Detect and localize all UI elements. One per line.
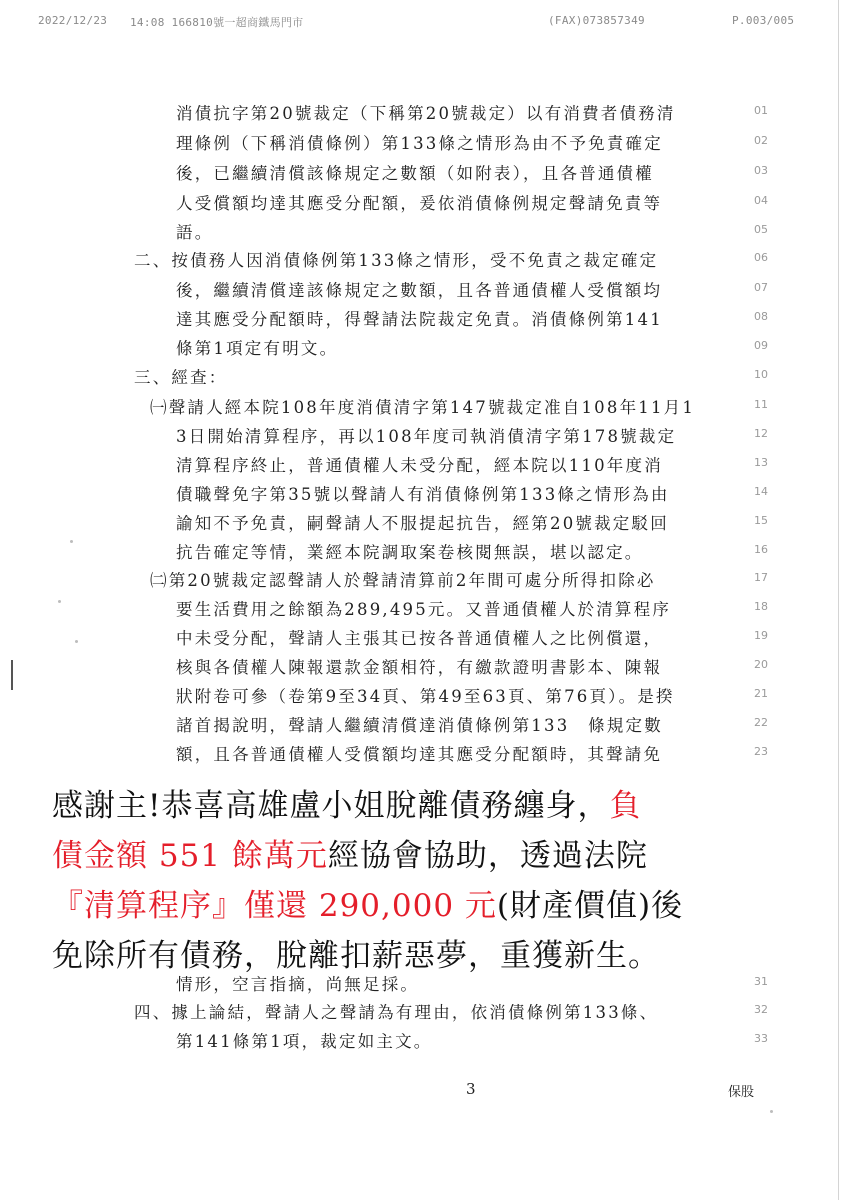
doc-line: 3日開始清算程序，再以108年度司執消債清字第178號裁定 [176,427,677,446]
line-number: 15 [754,514,768,527]
overlay-line-1 [52,780,641,825]
overlay-text: (財產價值)後 [496,888,684,924]
doc-line: 狀附卷可參（卷第9至34頁、第49至63頁、第76頁）。是揆 [176,687,675,706]
line-number: 11 [754,398,768,411]
line-number: 07 [754,281,768,294]
doc-line: ㈠聲請人經本院108年度消債清字第147號裁定准自108年11月1 [150,398,696,417]
overlay-line-3 [52,880,683,925]
doc-line: 情形，空言指摘，尚無足採。 [176,975,420,994]
line-number: 06 [754,251,768,264]
section-stamp: 保股 [728,1085,755,1100]
line-number: 03 [754,164,768,177]
doc-line: 二、按債務人因消債條例第133條之情形，受不免責之裁定確定 [134,251,659,270]
doc-line: 要生活費用之餘額為289,495元。又普通債權人於清算程序 [176,600,672,619]
line-number: 08 [754,310,768,323]
doc-line: 後，繼續清償達該條規定之數額，且各普通債權人受償額均 [176,281,663,300]
line-number: 31 [754,975,768,988]
doc-line: 三、經查： [134,368,228,387]
doc-line: ㈡第20號裁定認聲請人於聲請清算前2年間可處分所得扣除必 [150,571,656,590]
line-number: 05 [754,223,768,236]
doc-line: 條第1項定有明文。 [176,339,339,358]
overlay-highlight-debt: 債金額 551 餘萬元 [52,838,328,874]
scan-speck [70,540,73,543]
doc-line: 四、據上論結，聲請人之聲請為有理由，依消債條例第133條、 [134,1003,659,1022]
doc-line: 第141條第1項，裁定如主文。 [176,1032,433,1051]
doc-line: 語。 [176,223,214,242]
doc-line: 人受償額均達其應受分配額，爰依消債條例規定聲請免責等 [176,194,663,213]
doc-line: 核與各債權人陳報還款金額相符，有繳款證明書影本、陳報 [176,658,663,677]
line-number: 21 [754,687,768,700]
overlay-text: 經協會協助，透過法院 [327,838,648,874]
line-number: 10 [754,368,768,381]
fax-number: (FAX)073857349 [548,14,645,27]
doc-line: 抗告確定等情，業經本院調取案卷核閱無誤，堪以認定。 [176,543,644,562]
line-number: 22 [754,716,768,729]
line-number: 17 [754,571,768,584]
doc-line: 達其應受分配額時，得聲請法院裁定免責。消債條例第141 [176,310,663,329]
line-number: 13 [754,456,768,469]
overlay-highlight-repay: 『清算程序』僅還 290,000 元 [52,888,497,924]
line-number: 32 [754,1003,768,1016]
doc-line: 中未受分配，聲請人主張其已按各普通債權人之比例償還， [176,629,663,648]
line-number: 16 [754,543,768,556]
doc-line: 諭知不予免責，嗣聲請人不服提起抗告，經第20號裁定駁回 [176,514,669,533]
doc-line: 後，已繼續清償該條規定之數額（如附表），且各普通債權 [176,164,654,183]
doc-line: 消債抗字第20號裁定（下稱第20號裁定）以有消費者債務清 [176,104,676,123]
doc-line: 理條例（下稱消債條例）第133條之情形為由不予免責確定 [176,134,663,153]
doc-line: 清算程序終止，普通債權人未受分配，經本院以110年度消 [176,456,663,475]
line-number: 23 [754,745,768,758]
testimonial-overlay [22,770,826,975]
overlay-highlight: 負 [609,788,642,824]
scan-mark [11,660,13,690]
line-number: 19 [754,629,768,642]
scan-speck [58,600,61,603]
line-number: 14 [754,485,768,498]
doc-line: 債職聲免字第35號以聲請人有消債條例第133條之情形為由 [176,485,670,504]
overlay-line-2 [52,830,648,875]
scan-speck [770,1110,773,1113]
fax-date: 2022/12/23 [38,14,108,27]
line-number: 02 [754,134,768,147]
line-number: 20 [754,658,768,671]
page-number: 3 [466,1080,476,1098]
line-number: 33 [754,1032,768,1045]
doc-line: 諸首揭說明，聲請人繼續清償達消債條例第133 條規定數 [176,716,663,735]
line-number: 18 [754,600,768,613]
overlay-text: 感謝主!恭喜高雄盧小姐脫離債務纏身， [52,788,610,824]
fax-time-sender: 14:08 166810號一超商鐵馬門市 [130,16,304,29]
line-number: 04 [754,194,768,207]
line-number: 09 [754,339,768,352]
line-number: 01 [754,104,768,117]
fax-page: P.003/005 [732,14,795,27]
doc-line: 額，且各普通債權人受償額均達其應受分配額時，其聲請免 [176,745,663,764]
scan-edge [838,0,839,1200]
scan-speck [75,640,78,643]
line-number: 12 [754,427,768,440]
overlay-line-4: 免除所有債務，脫離扣薪惡夢，重獲新生。 [52,938,660,974]
